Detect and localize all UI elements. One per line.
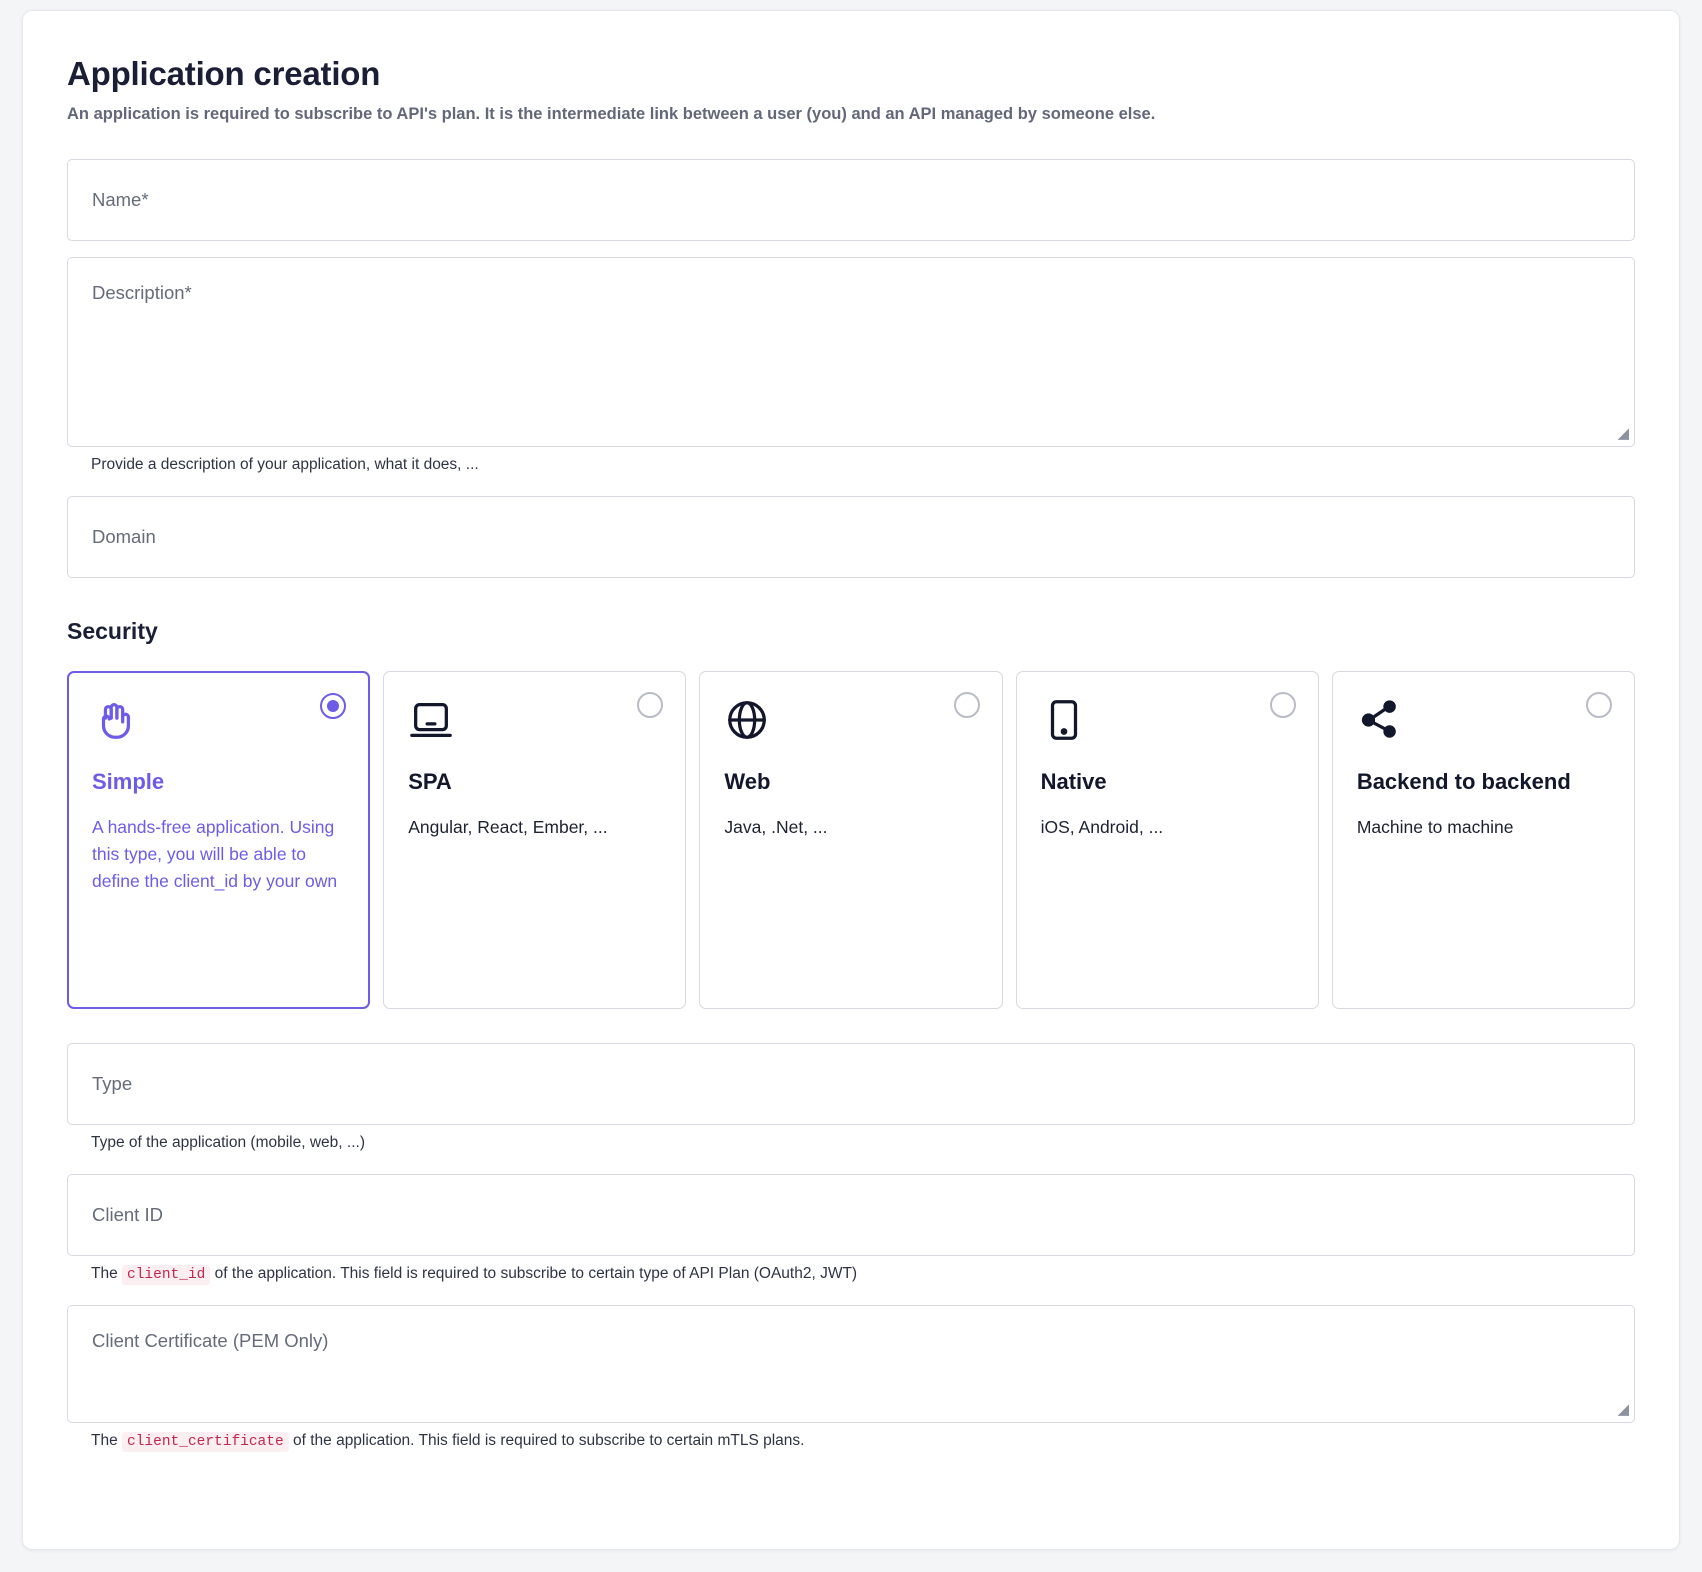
client-certificate-hint-after: of the application. This field is required to subscribe to certain mTLS plans.: [292, 1432, 805, 1450]
security-section-title: Security: [67, 618, 158, 645]
type-hint: Type of the application (mobile, web, ...): [91, 1134, 365, 1152]
laptop-icon: [408, 694, 661, 746]
domain-field-group: [67, 496, 1635, 578]
security-option-backend-to-backend[interactable]: [1332, 671, 1635, 1009]
client-certificate-field-group: [67, 1305, 1635, 1450]
name-input-placeholder: Name*: [92, 189, 149, 211]
security-option-title: Backend to backend: [1356, 769, 1571, 795]
security-option-native[interactable]: [1016, 671, 1319, 1009]
security-option-spa[interactable]: [383, 671, 686, 1009]
security-option-simple[interactable]: [67, 671, 370, 1009]
page-title: Application creation: [67, 55, 381, 92]
globe-icon: [724, 694, 977, 746]
client-certificate-placeholder: Client Certificate (PEM Only): [92, 1330, 329, 1352]
client-id-input-placeholder: Client ID: [92, 1204, 163, 1226]
description-textarea[interactable]: [67, 257, 1635, 447]
security-options-group: [67, 671, 1635, 1009]
client-id-hint-after: of the application. This field is required to subscribe to certain type of API Plan (OAuth2, JWT): [214, 1265, 858, 1283]
page-subtitle: An application is required to subscribe to API's plan. It is the intermediate link between a user (you) and an API managed by someone else.: [67, 105, 1156, 123]
security-option-title: Simple: [92, 769, 165, 795]
security-option-web[interactable]: [699, 671, 1002, 1009]
security-option-description: A hands-free application. Using this type, you will be able to define the client_id by your own: [92, 816, 338, 892]
security-option-title: SPA: [408, 769, 452, 795]
domain-input-placeholder: Domain: [92, 526, 156, 548]
type-input[interactable]: [67, 1043, 1635, 1125]
client-certificate-hint-before: The: [91, 1432, 118, 1450]
resize-handle-icon[interactable]: ◢: [1617, 425, 1629, 443]
security-option-title: Web: [724, 769, 771, 795]
radio-web[interactable]: [954, 692, 980, 718]
security-option-description: Java, .Net, ...: [724, 816, 828, 837]
security-option-title: Native: [1040, 769, 1107, 795]
radio-native[interactable]: [1270, 692, 1296, 718]
security-option-description: iOS, Android, ...: [1040, 816, 1164, 837]
security-option-description: Machine to machine: [1356, 816, 1514, 837]
share-nodes-icon: [1357, 694, 1610, 746]
client-id-hint-code: client_id: [122, 1265, 210, 1285]
type-field-group: [67, 1043, 1635, 1152]
client-id-hint: [91, 1265, 1635, 1283]
client-id-input[interactable]: [67, 1174, 1635, 1256]
description-field-group: [67, 257, 1635, 474]
application-creation-card: [22, 10, 1680, 1550]
client-id-field-group: [67, 1174, 1635, 1283]
description-hint: Provide a description of your application, what it does, ...: [91, 456, 479, 474]
name-input[interactable]: [67, 159, 1635, 241]
security-option-description: Angular, React, Ember, ...: [408, 816, 608, 837]
resize-handle-icon[interactable]: ◢: [1617, 1401, 1629, 1419]
mobile-icon: [1041, 694, 1294, 746]
hand-icon: [92, 694, 345, 746]
type-input-placeholder: Type: [92, 1073, 133, 1095]
description-textarea-placeholder: Description*: [92, 282, 192, 304]
client-certificate-hint: [91, 1432, 1635, 1450]
client-certificate-hint-code: client_certificate: [122, 1432, 289, 1452]
client-id-hint-before: The: [91, 1265, 118, 1283]
name-field-group: [67, 159, 1635, 241]
client-certificate-textarea[interactable]: [67, 1305, 1635, 1423]
domain-input[interactable]: [67, 496, 1635, 578]
